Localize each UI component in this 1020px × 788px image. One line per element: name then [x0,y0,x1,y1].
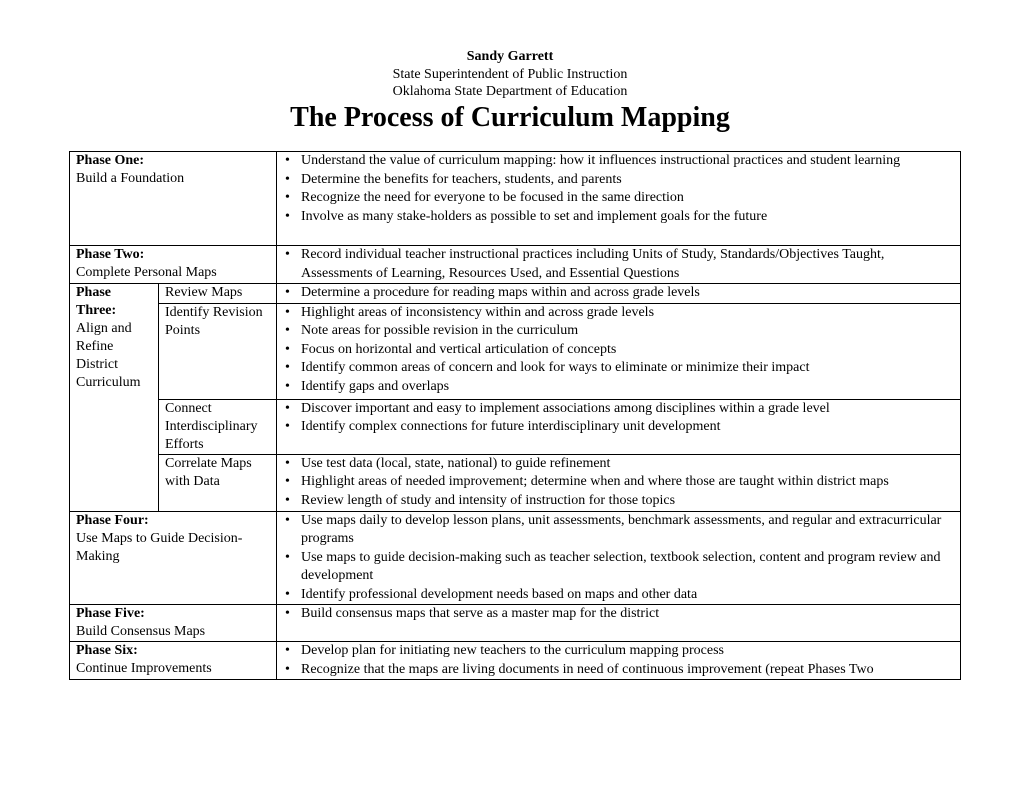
phase-four-title: Phase Four: [76,512,149,528]
phase-three-connect-row [70,399,961,454]
phase-six-label-cell [70,642,277,680]
phase-three-title-b: Three: [76,303,117,318]
phase-four-row [70,511,961,605]
step-correlate-bullets [277,454,961,511]
phase-five-subtitle: Build Consensus Maps [76,624,206,639]
step-correlate-maps: Correlate Maps with Data [159,454,277,511]
step-connect-interdisciplinary: Connect Interdisciplinary Efforts [159,399,277,454]
document-title: The Process of Curriculum Mapping [290,102,730,133]
list-item: • Highlight areas of needed improvement; determine when and where those are taught within district maps [281,473,954,492]
phase-two-title: Phase Two: [76,247,145,262]
phase-three-review-row [70,284,961,304]
list-item: • Identify common areas of concern and look for ways to eliminate or minimize their impact [281,359,954,378]
phase-three-label-cell [70,284,159,512]
list-item: • Discover important and easy to implement associations among disciplines within a grade level [281,400,954,419]
phase-five-title: Phase Five: [76,606,145,621]
list-item: • Recognize that the maps are living documents in need of continuous improvement (repeat Phases Two [281,661,954,680]
author-department: Oklahoma State Department of Education [392,84,628,99]
phase-four-bullets [277,511,961,605]
phase-four-subtitle: Use Maps to Guide Decision-Making [76,530,243,564]
list-item: • Determine the benefits for teachers, students, and parents [281,171,954,190]
step-review-maps-bullets [277,284,961,304]
list-item: • Understand the value of curriculum mapping: how it influences instructional practices and student learning [281,152,954,171]
phase-one-label-cell [70,152,277,246]
list-item: • Use maps to guide decision-making such as teacher selection, textbook selection, content and program review and development [281,549,954,586]
phase-three-subtitle: Align and Refine District Curriculum [76,321,141,390]
phase-one-title: Phase One: [76,153,145,168]
phase-three-identify-row [70,303,961,399]
step-connect-bullets [277,399,961,454]
phase-three-title-a: Phase [76,285,111,300]
step-review-maps: Review Maps [159,284,277,304]
phase-three-correlate-row [70,454,961,511]
list-item: • Identify complex connections for future interdisciplinary unit development [281,418,954,437]
phase-six-bullets [277,642,961,680]
phase-six-subtitle: Continue Improvements [76,661,212,676]
list-item: • Focus on horizontal and vertical articulation of concepts [281,341,954,360]
list-item: • Review length of study and intensity of instruction for those topics [281,492,954,511]
list-item: • Identify gaps and overlaps [281,378,954,397]
author-position: State Superintendent of Public Instruction [392,67,628,82]
list-item: • Determine a procedure for reading maps within and across grade levels [281,284,954,303]
list-item: • Identify professional development needs based on maps and other data [281,586,954,605]
phase-five-row [70,605,961,642]
phase-six-title: Phase Six: [76,643,138,658]
phase-four-label-cell [70,511,277,605]
list-item: • Build consensus maps that serve as a master map for the district [281,605,954,624]
author-name: Sandy Garrett [466,49,554,64]
phase-one-bullets [277,152,961,246]
step-identify-revision-points: Identify Revision Points [159,303,277,399]
list-item: • Develop plan for initiating new teachers to the curriculum mapping process [281,642,954,661]
phase-two-row [70,246,961,284]
phase-two-label-cell [70,246,277,284]
curriculum-mapping-table [69,151,961,680]
list-item: • Use maps daily to develop lesson plans, unit assessments, benchmark assessments, and regular and extracurricular programs [281,512,954,549]
step-identify-bullets [277,303,961,399]
phase-six-row [70,642,961,680]
list-item: • Use test data (local, state, national) to guide refinement [281,455,954,474]
phase-one-row [70,152,961,246]
list-item: • Recognize the need for everyone to be focused in the same direction [281,189,954,208]
list-item: • Note areas for possible revision in the curriculum [281,322,954,341]
phase-five-label-cell [70,605,277,642]
list-item: • Involve as many stake-holders as possible to set and implement goals for the future [281,208,954,227]
phase-two-bullets [277,246,961,284]
phase-five-bullets [277,605,961,642]
phase-two-subtitle: Complete Personal Maps [76,265,217,280]
phase-one-subtitle: Build a Foundation [76,171,185,186]
list-item: • Highlight areas of inconsistency within and across grade levels [281,304,954,323]
list-item: • Record individual teacher instructional practices including Units of Study, Standards/Objectives Taught, Assessments of Learning, Resources Used, and Essential Questions [281,246,954,283]
